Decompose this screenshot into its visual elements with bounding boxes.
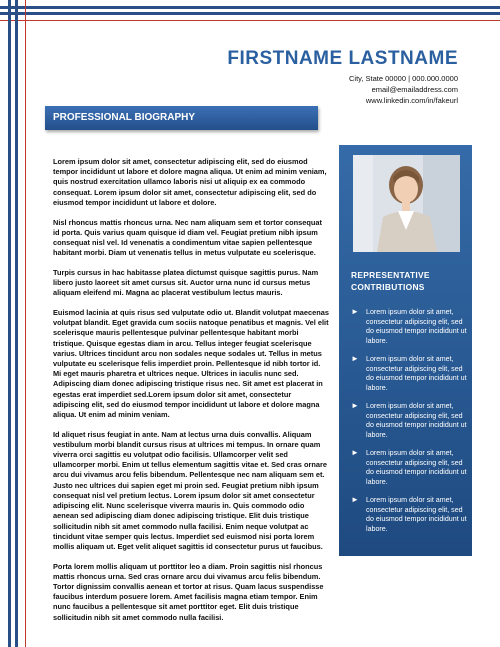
triangle-right-icon: ► [351,307,359,316]
profile-photo [353,155,460,252]
contribution-text: Lorem ipsum dolor sit amet, consectetur adipiscing elit, sed do eiusmod tempor incididunt ut labore. [366,308,467,345]
section-title-contributions: REPRESENTATIVE CONTRIBUTIONS [351,270,430,292]
triangle-right-icon: ► [351,495,359,504]
bio-paragraph: Id aliquet risus feugiat in ante. Nam at lectus urna duis convallis. Aliquam vestibulum morbi blandit cursus risus at ultrices mi tempus. In ornare quam viverra orci sagittis eu volutpat odio facilisis. Ullamcorper velit sed ullamcorper morbi. Enim ut tellus elementum sagittis vitae et. Sed cras ornare arcu dui vivamus arcu felis bibendum. Pellentesque nec nam aliquam sem et. Justo nec ultrices dui sapien eget mi proin sed. Feugiat pretium nibh ipsum consequat nisl vel pretium lectus. Lorem ipsum dolor sit amet consectetur adipiscing elit. Nunc scelerisque viverra mauris in. Quis commodo odio aenean sed adipiscing diam donec adipiscing tristique. Elit duis tristique sollicitudin nibh sit amet commodo nulla facilisi. Enim neque volutpat ac tincidunt vitae semper quis lectus. Imperdiet sed euismod nisi porta lorem mollis aliquam ut. Eget velit aliquet sagittis id consectetur purus ut faucibus. [53,429,327,551]
triangle-right-icon: ► [351,354,359,363]
section-title-biography: PROFESSIONAL BIOGRAPHY [45,106,318,130]
contact-info [227,73,458,106]
left-border-line [15,0,18,647]
left-border-line [8,0,11,647]
list-item [351,496,469,543]
top-border-red-line [0,20,500,21]
contributions-sidebar [339,145,472,556]
bio-paragraph: Nisl rhoncus mattis rhoncus urna. Nec nam aliquam sem et tortor consequat id porta. Quis varius quam quisque id diam vel. Feugiat pretium nibh ipsum consequat nisl vel. Id venenatis a condimentum vitae sapien pellentesque habitant morbi. Diam ut venenatis tellus in metus vulputate eu scelerisque. [53,217,322,258]
linkedin-url: www.linkedin.com/in/fakeurl [365,96,458,105]
contribution-text: Lorem ipsum dolor sit amet, consectetur adipiscing elit, sed do eiusmod tempor incididunt ut labore. [366,355,467,392]
contribution-text: Lorem ipsum dolor sit amet, consectetur adipiscing elit, sed do eiusmod tempor incididunt ut labore. [366,496,467,533]
list-item [351,402,469,449]
resume-header [227,48,458,106]
contributions-list [351,308,469,543]
left-border-red-line [25,0,26,647]
email-address: email@emailaddress.com [371,85,458,94]
bio-paragraph: Porta lorem mollis aliquam ut porttitor leo a diam. Proin sagittis nisl rhoncus mattis rhoncus urna. Sed cras ornare arcu dui vivamus arcu felis bibendum. Tortor dignissim convallis aenean et tortor at risus. Quam lacus suspendisse faucibus interdum posuere lorem. Amet facilisis magna etiam tempor. Enim nunc faucibus a pellentesque sit amet porttitor eget. Elit duis tristique sollicitudin nibh sit amet commodo nulla facilisi. [53,561,324,622]
triangle-right-icon: ► [351,401,359,410]
list-item [351,449,469,496]
bio-paragraph: Turpis cursus in hac habitasse platea dictumst quisque sagittis purus. Nam libero justo laoreet sit amet cursus sit. Auctor urna nunc id cursus metus aliquam eleifend mi. Magna ac placerat vestibulum lectus mauris. [53,267,319,298]
contribution-text: Lorem ipsum dolor sit amet, consectetur adipiscing elit, sed do eiusmod tempor incididunt ut labore. [366,449,467,486]
address-phone: City, State 00000 | 000.000.0000 [349,74,458,83]
list-item [351,308,469,355]
candidate-name: FIRSTNAME LASTNAME [227,48,458,69]
bio-paragraph: Lorem ipsum dolor sit amet, consectetur adipiscing elit, sed do eiusmod tempor incididunt ut labore et dolore magna aliqua. Ut enim ad minim veniam, quis nostrud exercitation ullamco laboris nisi ut aliquip ex ea commodo consequat. Lorem ipsum dolor sit amet, consectetur adipiscing elit, sed do eiusmod tempor incididunt ut labore et dolore. [53,157,327,207]
triangle-right-icon: ► [351,448,359,457]
top-border-line [0,6,500,9]
biography-text [53,157,329,632]
top-border-line [0,12,500,15]
bio-paragraph: Euismod lacinia at quis risus sed vulputate odio ut. Blandit volutpat maecenas volutpat blandit. Eget gravida cum sociis natoque penatibus et magnis. Vel elit scelerisque mauris pellentesque pulvinar pellentesque habitant morbi tristique. Quisque egestas diam in arcu. Tellus integer feugiat scelerisque varius. Ultrices tincidunt arcu non sodales neque sodales ut. Tellus in metus vulputate eu scelerisque felis imperdiet proin. Pellentesque id nibh tortor id. Mi eget mauris pharetra et ultrices neque. Ultrices in iaculis nunc sed. Adipiscing diam donec adipiscing tristique risus nec. Sit amet est placerat in egestas erat imperdiet sed.Lorem ipsum dolor sit amet, consectetur adipiscing elit, sed do eiusmod tempor incididunt ut labore et dolore magna aliqua. Ut enim ad minim veniam. [53,307,329,419]
person-portrait-icon [353,155,460,252]
list-item [351,355,469,402]
contribution-text: Lorem ipsum dolor sit amet, consectetur adipiscing elit, sed do eiusmod tempor incididunt ut labore. [366,402,467,439]
